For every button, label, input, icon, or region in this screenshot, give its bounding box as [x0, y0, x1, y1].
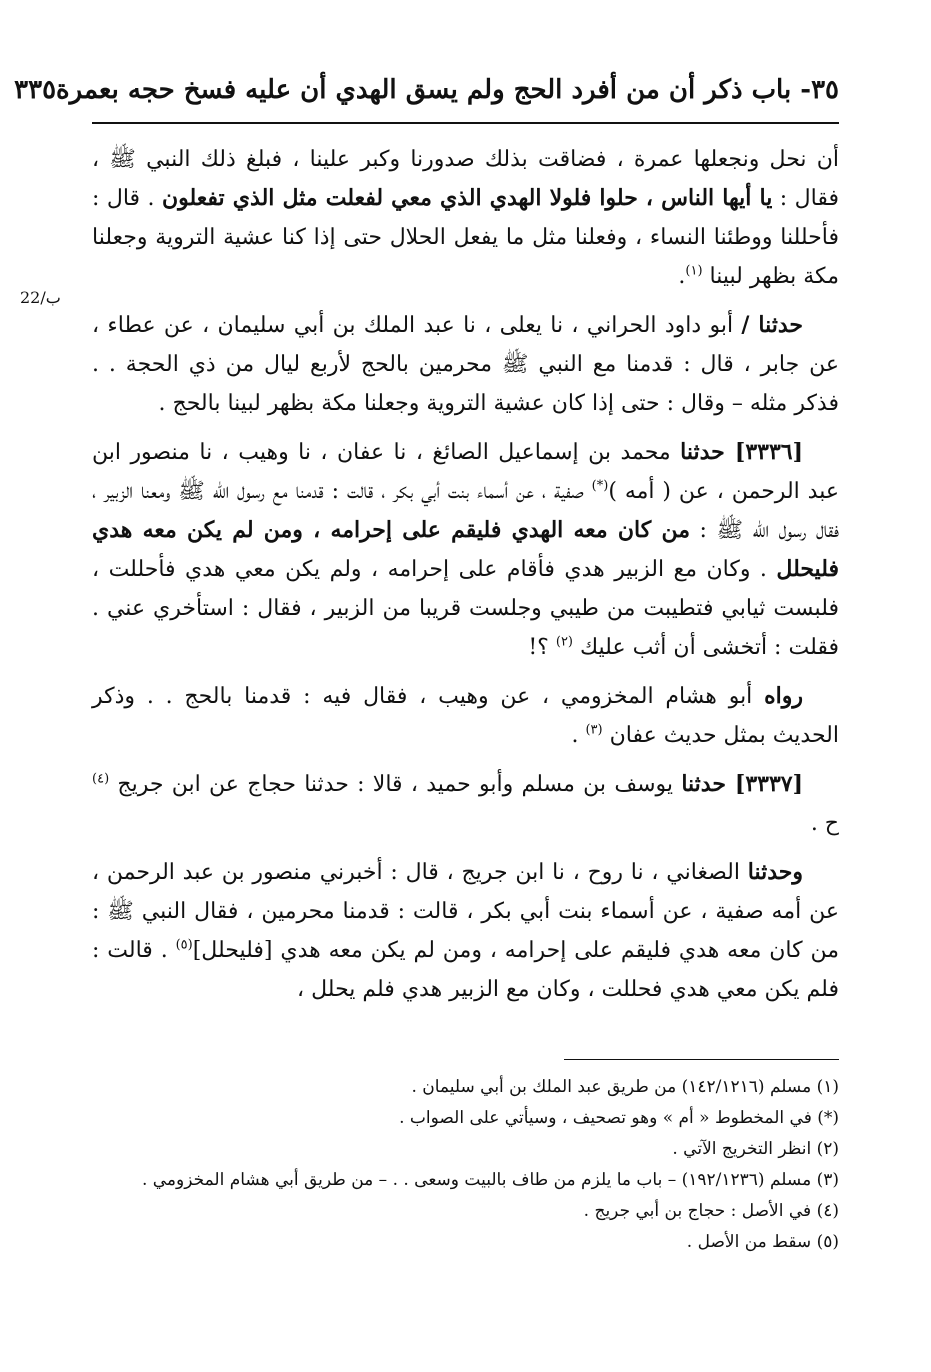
text-run: .: [571, 723, 586, 748]
hadith-3337: [92, 765, 839, 843]
page-number: ٣٣٥: [14, 75, 57, 105]
footnote-ref: (٢): [555, 634, 573, 650]
hadith-number: [٣٣٣٧] حدثنا: [681, 771, 803, 797]
footnotes: [92, 1072, 839, 1258]
footnote-rule: [564, 1059, 839, 1060]
hadith-number: [٣٣٣٦] حدثنا: [680, 439, 804, 465]
hadith-3336: [92, 433, 839, 667]
bold-lead: رواه: [764, 683, 803, 709]
bold-quote: يا أيها الناس ، حلوا فلولا الهدي الذي معي لفعلت مثل الذي تفعلون: [162, 185, 773, 211]
text-run: . وكان مع الزبير هدي فأقام على إحرامه ، ولم يكن معي هدي فأحللت ، فلبست ثيابي فتطيبت من طيبي وجلست قريبا من الزبير ، فقال : استأخري عني . فقلت : أتخشى أن أثب عليك: [92, 557, 839, 660]
footnote-1: (١) مسلم (١٤٢/١٢١٦) من طريق عبد الملك بن أبي سليمان .: [411, 1077, 839, 1097]
main-text: [92, 140, 839, 1019]
bold-quote: من كان معه الهدي فليقم على إحرامه ، ومن لم يكن معه هدي فليحلل: [92, 517, 839, 582]
text-run: أبو داود الحراني ، نا يعلى ، نا عبد الملك بن أبي سليمان ، عن عطاء ، عن جابر ، قال : قدمنا مع النبي ﷺ محرمين بالحج لأربع ليال من ذي الحجة . . فذكر مثله – وقال : حتى إذا كان عشية التروية وجعلنا مكة بظهر لبينا بالحج .: [92, 313, 839, 416]
footnote-2: (٢) انظر التخريج الآتي .: [672, 1139, 839, 1159]
footnote-4: (٤) في الأصل : حجاج بن أبي جريج .: [583, 1201, 839, 1221]
text-run: أبو هشام المخزومي ، عن وهيب ، فقال فيه : قدمنا بالحج . . وذكر الحديث بمثل حديث عفان: [92, 684, 839, 748]
footnote-5: (٥) سقط من الأصل .: [686, 1232, 839, 1252]
footnote-ref: (*): [591, 478, 609, 494]
footnote-3: (٣) مسلم (١٩٢/١٢٣٦) – باب ما يلزم من طاف بالبيت وسعى . . – من طريق أبي هشام المخزومي .: [141, 1170, 839, 1190]
footnote-ref: (٣): [585, 722, 603, 738]
text-run: أن نحل ونجعلها عمرة ، فضاقت بذلك صدورنا وكبر علينا ، فبلغ ذلك النبي ﷺ ، فقال :: [92, 147, 839, 211]
paragraph-4: [92, 677, 839, 755]
text-run: .: [678, 264, 686, 289]
text-run: . قال : فأحللنا ووطئنا النساء ، وفعلنا مثل ما يفعل الحلال حتى إذا كنا عشية التروية وجعلنا مكة بظهر لبينا: [92, 186, 839, 289]
chapter-title: ٣٥- باب ذكر أن من أفرد الحج ولم يسق الهدي أن عليه فسخ حجه بعمرة: [56, 75, 839, 105]
text-run: يوسف بن مسلم وأبو حميد ، قالا : حدثنا حجاج عن ابن جريج: [109, 772, 682, 797]
bold-lead: حدثنا /: [741, 312, 803, 338]
header-rule: [92, 122, 839, 124]
running-header: [14, 68, 839, 112]
text-run: صفية ، عن أسماء بنت أبي بكر ، قالت : قدمنا مع رسول الله ﷺ ومعنا الزبير ، فقال رسول الله ﷺ :: [92, 479, 839, 543]
footnote-ref: (٥): [175, 937, 193, 953]
text-run: ح .: [810, 811, 839, 836]
footnote-ref: (١): [685, 263, 703, 279]
bold-lead: وحدثنا: [747, 859, 803, 885]
text-run: ؟!: [528, 635, 556, 660]
text-run: . قالت : فلم يكن معي هدي فحللت ، وكان مع الزبير هدي فلم يحلل ،: [92, 938, 839, 1002]
text-run: الصغاني ، نا روح ، نا ابن جريج ، قال : أخبرني منصور بن عبد الرحمن ، عن أمه صفية ، عن أسماء بنت أبي بكر ، قالت : قدمنا محرمين ، فقال النبي ﷺ : من كان معه هدي فليقم على إحرامه ، ومن لم يكن معه هدي [فليحلل]: [92, 860, 839, 963]
paragraph-2: [92, 306, 839, 423]
footnote-ref: (٤): [92, 771, 110, 787]
paragraph-1: [92, 140, 839, 296]
paragraph-6: [92, 853, 839, 1009]
footnote-star: (*) في المخطوط « أم » وهو تصحيف ، وسيأتي على الصواب .: [399, 1108, 839, 1128]
text-run: محمد بن إسماعيل الصائغ ، نا عفان ، نا وهيب ، نا منصور ابن عبد الرحمن ، عن ( أمه ): [92, 440, 839, 504]
manuscript-folio-note: 22/ب: [20, 288, 61, 307]
